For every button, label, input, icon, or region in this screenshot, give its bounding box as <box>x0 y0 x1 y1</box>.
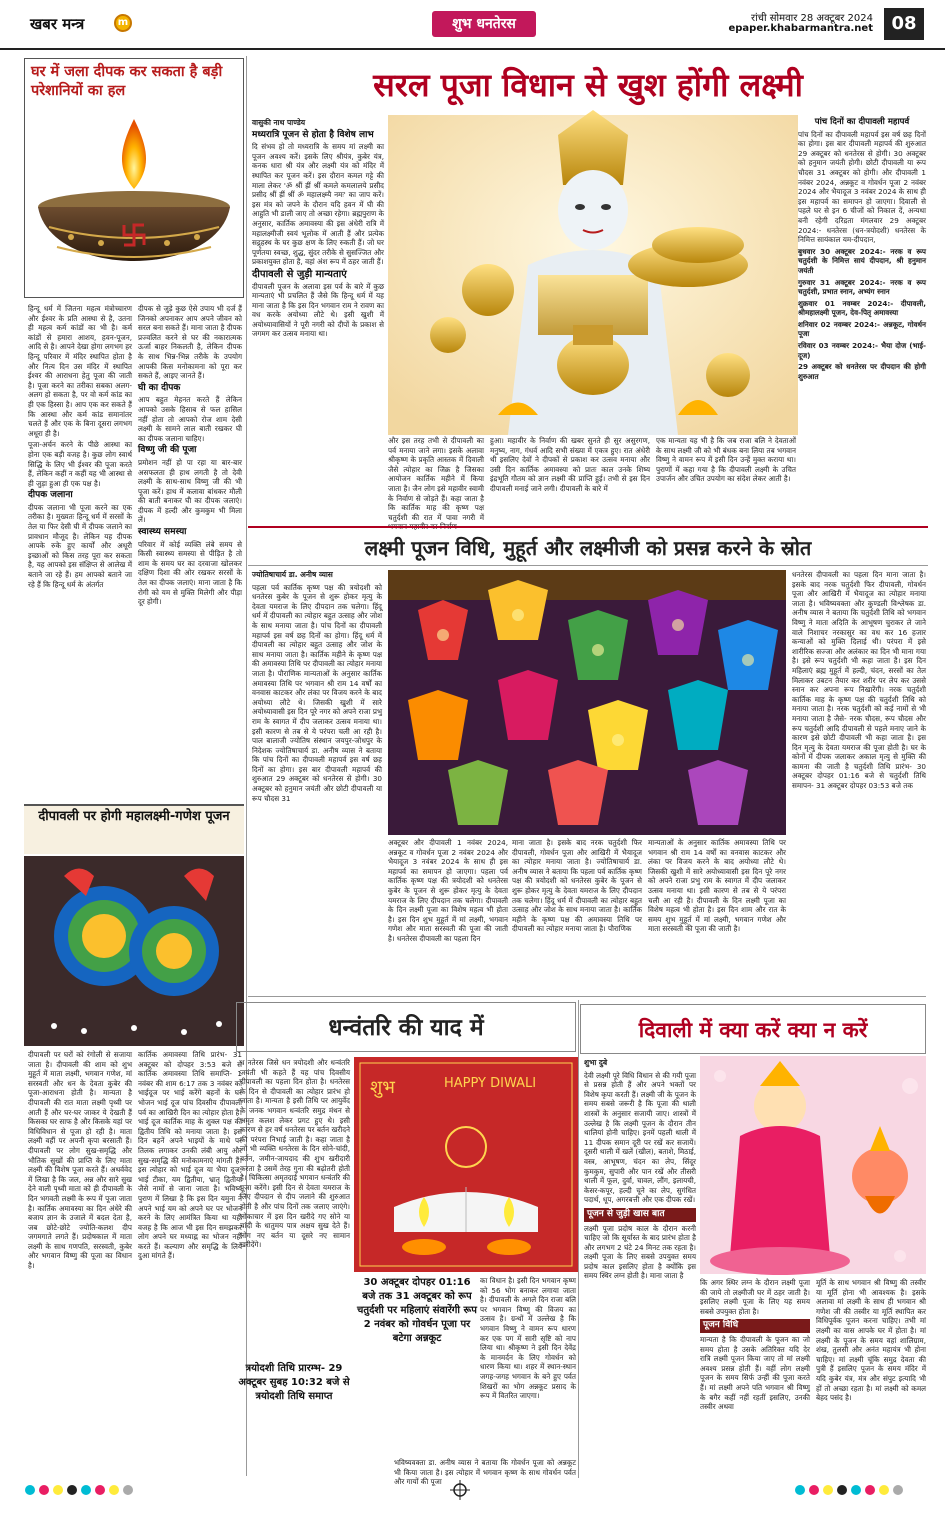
main-article-col3 <box>490 436 650 524</box>
paragraph: दीपावली पूजन के अलावा इस पर्व के बारे में कुछ मान्यताएं भी प्रचलित हैं जैसे कि हिन्दू धर्म में यह माना जाता है कि इस दिन भगवान राम ने रावण का वध करके अयोध्या लौटे थे। इसी खुशी में अयोध्यावासियों ने पूरी नगरी को दीपों के प्रकाश से जगमग कर उत्सव मनाया था। <box>252 281 384 339</box>
schedule-item: 29 अक्टूबर को धनतेरस पर दीपदान की होगी शुरुआत <box>798 362 926 381</box>
paragraph: पहला पर्व कार्तिक कृष्ण पक्ष की त्रयोदशी को धनतेरस कुबेर के पूजन से शुरू होकर मृत्यु के देवता यमराज के लिए दीपदान तक चलेगा। हिंदू धर्म में दीपावली का त्योहार बहुत उत्साह और जोश के साथ मनाया जाता है। पांच दिनों का दीपावली महापर्व इस वर्ष छह दिनों का होगा। हिंदू धर्म में दीपावली का त्योहार बहुत उत्साह और जोश के साथ मनाया जाता है। कार्तिक महीने के कृष्ण पक्ष की अमावस्या तिथि पर दीपावली का त्योहार मनाया जाता है। पौराणिक मान्यताओं के अनुसार कार्तिक अमावस्या तिथि पर भगवान श्री राम 14 वर्षों का वनवास काटकर और लंका पर विजय करने के बाद अयोध्या लौटे थे। जिसकी खुशी में सारे अयोध्यावासी इस दिन पूरे नगर को अपने राजा प्रभु राम के स्वागत में दीप जलाकर उत्सव मनाया था। इसी कारण से तब से ये परंपरा चली आ रही है। पाल बालाजी ज्योतिष संस्थान जयपुर-जोधपुर के निदेशक ज्योतिषाचार्य डा. अनीष व्यास ने बताया कि पांच दिनों का दीपावली महापर्व इस वर्ष छह दिनों का होगा। इस बार दीपावली महापर्व की शुरुआत 29 अक्टूबर को धनतेरस से होगी। 30 अक्टूबर को हनुमान जयंती और छोटी दीपावली या रूप चौदस 31 <box>252 582 382 803</box>
lakshmi-ganesh-image <box>700 1056 926 1274</box>
diwali-dos-col2 <box>700 1278 810 1478</box>
paragraph: कार्तिक अमावस्या तिथि प्रारंभ- 31 अक्टूबर को दोपहर 3:53 बजे से कार्तिक अमावस्या तिथि समाप्ति- 1 नवंबर की शाम 6:17 तक 3 नवंबर को भाईदूज पर भाई करेंगे बहनों के घर भोजन भाई दूज पांच दिवसीय दीपावली पर्व का आखिरी दिन का त्योहार होता है। भाई दूज कार्तिक माह के शुक्ल पक्ष की द्वितीय तिथि को मनाया जाता है। इस दिन बहनें अपने भाइयों के माथे पर तिलक लगाकर उनकी लंबी आयु और सुख-समृद्धि की मनोकामनाएं मांगती हैं। इस त्योहार को भाई दूज या भैया दूज, भाई टीका, यम द्वितीया, भ्रातृ द्वितीया जैसे नामों से जाना जाता है। भविष्य पुराण में लिखा है कि इस दिन यमुना ने अपने भाई यम को अपने घर पर भोजन करने के लिए आमंत्रित किया था यही वजह है कि आज भी इस दिन समझकर लोग अपने घर मध्याह्न का भोजन नहीं करते हैं। कल्याण और समृद्धि के लिये दुआ मांगते हैं। <box>138 1050 242 1261</box>
paragraph: और इस तरह तभी से दीपावली का पर्व मनाया जाने लगा। इसके अलावा श्रीकृष्ण के प्रकृति आस्तक में दिवाली जैसे त्योहार का जिक्र है जिसका आयोजन कार्तिक महीने में किया जाता है। जैन लोग इसे महावीर स्वामी के निर्वाण से जोड़ते हैं। कहा जाता है कि कार्तिक माह की कृष्ण पक्ष चतुर्दशी की रात में पावा नगरी में भगवान महावीर का निर्वाण <box>388 436 484 532</box>
main-article-col4 <box>656 436 796 524</box>
puja-vidhi-col5 <box>792 570 926 990</box>
schedule-item: रविवार 03 नवम्बर 2024:- भैया दोज (भाई-दूज) <box>798 341 926 360</box>
paragraph: कि अगर स्थिर लग्न के दौरान लक्ष्मी पूजा की जाये तो लक्ष्मीजी घर में ठहर जाती है। इसलिए लक्ष्मी पूजा के लिए यह समय सबसे उपयुक्त होता है। <box>700 1278 810 1316</box>
section-divider <box>248 996 926 997</box>
festival-timing-box: 30 अक्टूबर दोपहर 01:16 बजे तक 31 अक्टूबर को रूप चतुर्दशी पर महिलाएं संवारेंगी रूप 2 नवंबर को गोवर्धन पूजा पर बटेगा अन्नकूट <box>357 1277 477 1344</box>
subheading: दीपावली से जुड़ी मान्यताएं <box>252 268 347 280</box>
lakshmi-idol-image <box>388 115 798 435</box>
site-url[interactable]: epaper.khabarmantra.net <box>728 23 873 34</box>
paragraph: मूर्ति के साथ भगवान श्री विष्णु की तस्वीर या मूर्ति होना भी आवश्यक है। इसके अलावा मां लक्ष्मी के साथ ही भगवान श्री गणेश जी की तस्वीर या मूर्ति स्थापित कर विधिपूर्वक पूजन करना चाहिए। तभी मां लक्ष्मी का वास आपके घर में होता है। मां लक्ष्मी के पूजन के समय वहां शालिग्राम, शंख, तुलसी और अनंत महायंत्र भी होना चाहिए। मां लक्ष्मी चूंकि समुद्र देवता की पुत्री हैं इसलिए पूजन के समय मंदिर में यदि कुबेर यंत्र, मंत्र और संपुट इत्यादि भी हों तो अच्छा रहता है। मां लक्ष्मी को कमल बेहद पसंद है। <box>816 1278 926 1403</box>
paragraph: हिन्दू धर्म में जितना महत्व मंत्रोच्चारण और ईश्वर के प्रति आस्था से है, उतना ही महत्व कर्म कांडों का भी है। कर्म कांडों से हमारा आशय, हवन-पूजन, आदि से है। आपने देखा होगा लगभग हर हिन्दू परिवार में मंदिर स्थापित होता है और नित्य दिन उस मंदिर में स्थापित ईश्वर की आराधना हेतु पूजा की जाती है। पूजा करने का तरीका सबका अलग-अलग हो सकता है, पर वो कर्म कांड का ही एक हिस्सा है। आप एक कर सकते हैं कि आस्था और कर्म कांड समानांतर चलते हैं और एक के बिना दूसरा लगभग अधूरा ही है। <box>28 304 132 438</box>
puja-vidhi-col2 <box>388 838 508 990</box>
schedule-item: शुक्रवार 01 नवम्बर 2024:- दीपावली, श्रीमहालक्ष्मी पूजन, देव-पितृ अमावस्या <box>798 298 926 318</box>
paragraph: पूजा-अर्चन करने के पीछे आस्था का होना एक बड़ी वजह है। कुछ लोग स्वार्थ सिद्धि के लिए भी ईश्वर की पूजा करते हैं, लेकिन कहीं न कहीं यह भी आस्था से ही जुड़ा हुआ ही एक पक्ष है। <box>28 440 132 488</box>
brand-logo-icon: m <box>114 14 132 32</box>
paragraph: दीपक से जुड़े कुछ ऐसे उपाय भी दर्ज हैं जिनको अपनाकर आप अपने जीवन को सरल बना सकते हैं। माना जाता है दीपक प्रज्वलित करने से घर की नकारात्मक ऊर्जा बाहर निकलती है, लेकिन दीपक के साथ भिन्न-भिन्न तरीके के उपयोग आपकी किस मनोकामना को पूरा कर सकते हैं, आइए जानते हैं। <box>138 304 242 381</box>
page-number: 08 <box>884 8 924 40</box>
puja-vidhi-col4 <box>648 838 786 990</box>
lantern-market-image <box>388 570 786 835</box>
mahalakshmi-col2 <box>138 1050 242 1458</box>
happy-diwali-card-image <box>354 1057 578 1272</box>
paragraph: का विधान है। इसी दिन भगवान कृष्ण को 56 भोग बनाकर लगाया जाता है। दीपावली के अगले दिन राजा बलि पर भगवान विष्णु की विजय का उत्सव है। ग्रन्थों में उल्लेख है कि भगवान विष्णु ने वामन रूप धारण कर एक पग में सारी सृष्टि को नाप लिया था। श्रीकृष्ण ने इसी दिन देवेंद्र के मानमर्दन के लिए गोवर्धन को धारण किया था। शहर में स्थान-स्थान जगह-जगह भगवान के बने हुए पर्वत शिखरों का भोग अन्नकूट प्रसाद के रूप में वितरित जाएगा। <box>480 1276 576 1401</box>
column-divider <box>578 1000 579 1478</box>
mahalakshmi-col1 <box>28 1050 132 1458</box>
main-article-col2 <box>388 436 484 532</box>
dhanvantari-headline: धन्वंतरि की याद में <box>236 1002 576 1052</box>
paragraph: माना जाता है। इसके बाद नरक चतुर्दशी फिर दीपावली, गोवर्धन पूजा और आखिरी में भैयादूज का त्योहार मनाया जाता है। ज्योतिषाचार्य डा. अनीष व्यास ने बताया कि पहला पर्व कार्तिक कृष्ण पक्ष की त्रयोदशी को धनतेरस कुबेर के पूजन से शुरू होकर मृत्यु के देवता यमराज के लिए दीपदान तक चलेगा। हिंदू धर्म में दीपावली का त्योहार बहुत उत्साह और जोश के साथ मनाया जाता है। कार्तिक महीने के कृष्ण पक्ष की अमावस्या तिथि पर दीपावली का त्योहार मनाया जाता है। पौराणिक <box>512 838 642 934</box>
paragraph: पांच दिनों का दीपावली महापर्व इस वर्ष छह दिनों का होगा। इस बार दीपावली महापर्व की शुरुआत 29 अक्टूबर को धनतेरस से होगी। 30 अक्टूबर को हनुमान जयंती होगी। छोटी दीपावली या रूप चौदस 31 अक्टूबर को होगी। और दीपावली 1 नवंबर 2024, अन्नकूट व गोवर्धन पूजा 2 नवंबर 2024 और भैयादूज 3 नवंबर 2024 के साथ ही इस महापर्व का समापन हो जाएगा। दिवाली से पहले घर से इन 6 चीजों को निकाल दें, अन्यथा बनी रहेगी दरिद्रता मंगलवार 29 अक्टूबर 2024:- धनतेरस (धन-त्रयोदशी) धनतेरस के निमित्त सायंकाल यम-दीपदान, <box>798 129 926 245</box>
subheading: घी का दीपक <box>138 382 181 393</box>
puja-vidhi-headline: लक्ष्मी पूजन विधि, मुहूर्त और लक्ष्मीजी को प्रसन्न करने के स्रोत <box>248 526 928 566</box>
diya-feature-title: घर में जला दीपक कर सकता है बड़ी परेशानियों का हल <box>31 64 223 99</box>
paragraph: प्रमोशन नहीं हो पा रहा या बार-बार असफलता ही हाथ लगती है तो देवी लक्ष्मी के साथ-साथ विष्णु जी की भी पूजा करें। हाथ में कलावा बांधकर मौली की बाती बनाकर घी का दीपक जलाएं। दीपक में हल्दी और कुमकुम भी मिला लें। <box>138 457 242 525</box>
brand-name[interactable]: खबर मन्त्र <box>30 15 85 33</box>
print-registration-marks <box>0 1480 945 1500</box>
subheading: मध्यरात्रि पूजन से होता है विशेष लाभ <box>252 129 374 140</box>
dhanvantari-col3 <box>394 1458 576 1487</box>
schedule-item: बुधवार 30 अक्टूबर 2024:- नरक व रूप चतुर्दशी के निमित्त सायं दीपदान, श्री हनुमान जयंती <box>798 246 926 275</box>
paragraph: दीपक जलाना भी पूजा करने का एक तरीका है। मुख्यतः हिन्दू धर्म में सरसों के तेल या फिर देसी घी में दीपक जलाने का प्रावधान मौजूद है। लेकिन यह दीपक आपके रुके हुए कार्यों और अधूरी इच्छाओं को किस तरह पूरा कर सकता है, यह आपको इस संक्षिप्त से आलेख में बताने जा रहे हैं। हम आपको बताने जा रहे हैं कि हिन्दू धर्म के अंतर्गत <box>28 502 132 589</box>
peacock-rangoli-image <box>24 856 244 1046</box>
diya-feature-box <box>24 58 244 298</box>
byline: वासुकी नाथ पाण्डेय <box>252 118 306 127</box>
dhanvantari-col1 <box>240 1058 350 1358</box>
puja-vidhi-col1 <box>252 570 382 990</box>
subheading: दीपक जलाना <box>28 490 73 501</box>
diwali-dos-col1 <box>584 1058 696 1478</box>
diya-feature-col2 <box>138 304 242 802</box>
paragraph: भविष्यवक्ता डा. अनीष व्यास ने बताया कि गोवर्धन पूजा को अन्नकूट भी किया जाता है। इस त्योहार में भगवान कृष्ण के साथ गोवर्धन पर्वत और गायों की पूजा <box>394 1458 576 1487</box>
paragraph: मान्यता है कि दीपावली के पूजन का जो समय होता है उसके अतिरिक्त यदि देर रात्रि लक्ष्मी पूजन किया जाए तो मां लक्ष्मी अवश्य प्रसन्न होती हैं। वहीं लोग लक्ष्मी पूजन के समय सिर्फ उन्हीं की पूजा करते हैं। मां लक्ष्मी अपने पति भगवान श्री विष्णु के बगैर कहीं नहीं रहतीं इसलिए, उनकी तस्वीर अथवा <box>700 1334 810 1412</box>
diya-lamp-icon <box>31 109 237 295</box>
subheading: पूजन से जुड़ी खास बात <box>584 1208 696 1222</box>
main-headline: सरल पूजा विधान से खुश होंगी लक्ष्मी <box>373 66 803 104</box>
festival-schedule-box <box>798 115 926 525</box>
paragraph: अक्टूबर और दीपावली 1 नवंबर 2024, अन्नकूट व गोवर्धन पूजा 2 नवंबर 2024 और भैयादूज 3 नवंबर 2024 के साथ ही इस महापर्व का समापन हो जाएगा। पहला पर्व कार्तिक कृष्ण पक्ष की त्रयोदशी को धनतेरस कुबेर के पूजन से शुरू होकर मृत्यु के देवता यमराज के लिए दीपदान तक चलेगा। दीपावली के दिन लक्ष्मी पूजा का विशेष महत्व भी होता है। इस दिन शुभ मुहूर्त में मां लक्ष्मी, भगवान गणेश और माता सरस्वती की पूजा की जाती है। धनतेरस दीपावली का पहला दिन <box>388 838 508 943</box>
diwali-dos-headline: दिवाली में क्या करें क्या न करें <box>580 1004 926 1054</box>
subheading: विष्णु जी की पूजा <box>138 445 197 456</box>
schedule-item: गुरुवार 31 अक्टूबर 2024:- नरक व रूप चतुर्दशी, प्रभात स्नान, अभ्यंग स्नान <box>798 277 926 297</box>
subheading: पांच दिनों का दीपावली महापर्व <box>814 117 910 127</box>
paragraph: लक्ष्मी पूजा प्रदोष काल के दौरान करनी चाहिए जो कि सूर्यास्त के बाद प्रारंभ होता है और लगभग 2 घंटे 24 मिनट तक रहता है। लक्ष्मी पूजा के लिए सबसे उपयुक्त समय प्रदोष काल इसलिए होता है क्योंकि इस समय स्थिर लग्न होती है। माना जाता है <box>584 1223 696 1281</box>
paragraph: एक मान्यता यह भी है कि जब राजा बलि ने देवताओं के साथ लक्ष्मी जी को भी बंधक बना लिया तब भगवान विष्णु ने वामन रूप में इसी दिन उन्हें मुक्त कराया था। पुराणों में कहा गया है कि दीपावली लक्ष्मी के उचित उपार्जन और उचित उपयोग का संदेश लेकर आती है। <box>656 436 796 484</box>
date-line: रांची सोमवार 28 अक्टूबर 2024 <box>750 13 873 24</box>
paragraph: दि संभव हो तो मध्यरात्रि के समय मां लक्ष्मी का पूजन अवश्य करें। इसके लिए श्रीयंत्र, कुबेर यंत्र, कनक धारा श्री यंत्र और लक्ष्मी यंत्र को मंदिर में स्थापित कर पूजन करें। इस दौरान कमल गट्टे की माला लेकर 'ॐ श्रीं ह्रीं श्रीं कमले कमलालये प्रसीद प्रसीद श्रीं ह्रीं श्रीं ॐ महालक्ष्म्यै नमः' का जाप करें। इस मंत्र को जपने के दौरान यदि हवन में घी की आहुति भी डाली जाए तो अच्छा रहेगा। ब्रह्मपुराण के अनुसार, कार्तिक अमावस्या की इस अंधेरी रात्रि में महालक्ष्मीजी स्वयं भूलोक में आती हैं और प्रत्येक सद्गृहस्थ के घर कुछ क्षण के लिए रुकती हैं। जो घर पूर्णतया स्वच्छ, शुद्ध, सुंदर तरीके से सुसज्जित और प्रकाशयुक्त होता है, वहां अंश रूप में ठहर जाती हैं। <box>252 142 384 267</box>
trayodashi-timing-box: त्रयोदशी तिथि प्रारम्भ- 29 अक्टूबर सुबह 10:32 बजे से त्रयोदशी तिथि समाप्त <box>238 1363 350 1402</box>
byline: शुभा दुबे <box>584 1058 608 1067</box>
dhanvantari-col2 <box>480 1276 576 1458</box>
diwali-dos-col3 <box>816 1278 926 1478</box>
paragraph: परिवार में कोई व्यक्ति लंबे समय से किसी स्वास्थ्य समस्या से पीड़ित है तो शाम के समय घर का दरवाजा खोलकर दक्षिण दिशा की ओर रखकर सरसों के तेल का दीपक जलाएं। माना जाता है कि रोगी को यम से मुक्ति मिलेगी और पीड़ा दूर होगी। <box>138 539 242 607</box>
byline: ज्योतिषाचार्य डा. अनीष व्यास <box>252 570 333 579</box>
masthead <box>0 0 945 50</box>
paragraph: दीपावली पर घरों को रंगोली से सजाया जाता है। दीपावली की शाम को शुभ मुहूर्त में माता लक्ष्मी, भगवान गणेश, मां सरस्वती और धन के देवता कुबेर की पूजा-आराधना होती है। मान्यता है दीपावली की रात माता लक्ष्मी पृथ्वी पर आती हैं और घर-घर जाकर ये देखती हैं किसका घर साफ है और किसके यहां पर विधिविधान से पूजा हो रही है। माता लक्ष्मी वहीं पर अपनी कृपा बरसाती हैं। दीपावली पर लोग सुख-समृद्धि और भौतिक सुखों की प्राप्ति के लिए माता लक्ष्मी की विशेष पूजा करते हैं। अथर्ववेद में लिखा है कि जल, अन्न और सारे सुख देने वाली पृथ्वी माता को ही दीपावली के दिन भगवती लक्ष्मी के रूप में पूजा जाता है। कार्तिक अमावस्या का दिन अंधेरे की बजाय ज्ञान के उजाले में बदल देता है, जब छोटे-छोटे ज्योति-कलश दीप जगमगाते लगते हैं। प्रदोषकाल में माता लक्ष्मी के साथ गणपति, सरस्वती, कुबेर और भगवान विष्णु की पूजा का विधान है। <box>28 1050 132 1271</box>
schedule-item: शनिवार 02 नवम्बर 2024:- अन्नकूट, गोवर्धन पूजा <box>798 319 926 339</box>
subheading: पूजन विधि <box>700 1319 810 1333</box>
card-shubh-text: शुभ <box>370 1077 395 1098</box>
paragraph: मान्यताओं के अनुसार कार्तिक अमावस्या तिथि पर भगवान श्री राम 14 वर्षों का वनवास काटकर और लंका पर विजय करने के बाद अयोध्या लौटे थे। जिसकी खुशी में सारे अयोध्यावासी इस दिन पूरे नगर को अपने राजा प्रभु राम के स्वागत में दीप जलाकर उत्सव मनाया था। इसी कारण से तब से ये परंपरा चली आ रही है। दीपावली के दिन लक्ष्मी पूजा का विशेष महत्व भी होता है। इस दिन शाम और रात के समय शुभ मुहूर्त में मां लक्ष्मी, भगवान गणेश और माता सरस्वती की पूजा की जाती है। <box>648 838 786 934</box>
paragraph: ध नतेरस जिसे धन त्रयोदशी और धन्वंतरि जयंती भी कहते हैं यह पांच दिवसीय दीपावली का पहला दिन होता है। धनतेरस के दिन से दीपावली का त्योहार प्रारंभ हो जाता है। मान्यता है इसी तिथि पर आयुर्वेद के जनक भगवान धन्वंतरि समुद्र मंथन से अमृत कलश लेकर प्रगट हुए थे। इसी कारण से हर वर्ष धनतेरस पर बर्तन खरीदने की परंपरा निभाई जाती है। कहा जाता है जो भी व्यक्ति धनतेरस के दिन सोने-चांदी, बर्तन, जमीन-जायदाद की शुभ खरीदारी करता है उसमें तेरह गुना की बढ़ोतरी होती है। चिकित्सा अमृतदाई भगवान धन्वंतरि की पूजा करेंगे। इसी दिन से देवता यमराज के लिए दीपदान से दीप जलाने की शुरुआत होती है और पांच दिनों तक जलाए जाएंगे। लोकाचार में इस दिन खरीदे गए सोने या चांदी के धातुमय पात्र अक्षय सुख देते हैं। लोग नए बर्तन या दूसरे नए सामान खरीदेंगे। <box>240 1058 350 1250</box>
main-article-col1 <box>252 118 384 523</box>
paragraph: देवी लक्ष्मी पूरे विधि विधान से की गयी पूजा से प्रसन्न होती हैं और अपने भक्तों पर विशेष कृपा करती हैं। लक्ष्मी जी के पूजन के समय सबसे जरूरी है कि पूजा की थाली शास्त्रों के अनुसार सजायी जाए। शास्त्रों में उल्लेख है कि लक्ष्मी पूजन के दौरान तीन थालियां होनी चाहिए। इनमें पहली थाली में 11 दीपक समान दूरी पर रखें कर सजायें। दूसरी थाली में खलें (खील), बताशे, मिठाई, वस्त्र, आभूषण, चंदन का लेप, सिंदूर कुमकुम, सुपारी और पान रखें और तीसरी थाली में फूल, दुर्वा, चावल, लौंग, इलायची, केसर-कपूर, हल्दी चूने का लेप, सुगंधित पदार्थ, धूप, अगरबत्ती और एक दीपक रखें। <box>584 1070 696 1205</box>
card-greeting-text: HAPPY DIWALI <box>444 1076 537 1091</box>
subheading: स्वास्थ्य समस्या <box>138 527 187 538</box>
mahalakshmi-box-title: दीपावली पर होगी महालक्ष्मी-गणेश पूजन <box>24 804 244 854</box>
puja-vidhi-col3 <box>512 838 642 990</box>
section-tag: शुभ धनतेरस <box>432 11 536 37</box>
paragraph: हुआ। महावीर के निर्वाण की खबर सुनते ही सुर असुरगण, मनुष्य, नाग, गंधर्व आदि सभी संख्या में एकत्र हुए। रात अंधेरी थी इसलिए देवों ने दीपकों से प्रकाश कर उत्सव मनाया और उसी दिन कार्तिक अमावस्या को प्रातः काल उनके शिष्य इंद्रभूति गौतम को ज्ञान लक्ष्मी की प्राप्ति हुई। तभी से इस दिन दीपावली मनाई जाने लगी। दीपावली के बारे में <box>490 436 650 493</box>
diya-feature-col1 <box>28 304 132 802</box>
paragraph: आप बहुत मेहनत करते हैं लेकिन आपको उसके हिसाब से फल हासिल नहीं होता तो आपको रोज शाम देसी लक्ष्मी के सामने लाल बाती रखकर घी का दीपक जलाना चाहिए। <box>138 395 242 443</box>
paragraph: धनतेरस दीपावली का पहला दिन माना जाता है। इसके बाद नरक चतुर्दशी फिर दीपावली, गोवर्धन पूजा और आखिरी में भैयादूज का त्योहार मनाया जाता है। भविष्यवक्ता और कुण्डली विश्लेषक डा. अनीष व्यास ने बताया कि चतुर्दशी तिथि को भगवान विष्णु ने माता अदिति के आभूषण चुराकर ले जाने वाले निशाचर नरकासुर का वध कर 16 हजार कन्याओं को मुक्ति दिलाई थी। परंपरा में इसे शारीरिक सज्जा और अलंकार का दिन भी माना गया है। इसे रूप चतुर्दशी भी कहा जाता है। इस दिन महिलाएं ब्रह्म मुहूर्त में हल्दी, चंदन, सरसों का तेल मिलाकर उबटन तैयार कर शरीर पर लेप कर उससे स्नान कर अपना रूप निखारेंगी। नरक चतुर्दशी कार्तिक माह के कृष्ण पक्ष की चतुर्दशी तिथि को मनाया जाता है। नरक चतुर्दशी को कई नामों से भी मनाया जाता है जैसे- नरक चौदस, रूप चौदस और रूप चतुर्दशी आदि दीपावली से पहले मनाए जाने के कारण इसे छोटी दीपावली भी कहा जाता है। इस दिन मृत्यु के देवता यमराज की पूजा होती है। घर के कोनों में दीपक जलाकर अकाल मृत्यु से मुक्ति की कामना की जाती है चतुर्दशी तिथि प्रारंभ- 30 अक्टूबर दोपहर 01:16 बजे से चतुर्दशी तिथि समापन- 31 अक्टूबर दोपहर 03:53 बजे तक <box>792 570 926 791</box>
